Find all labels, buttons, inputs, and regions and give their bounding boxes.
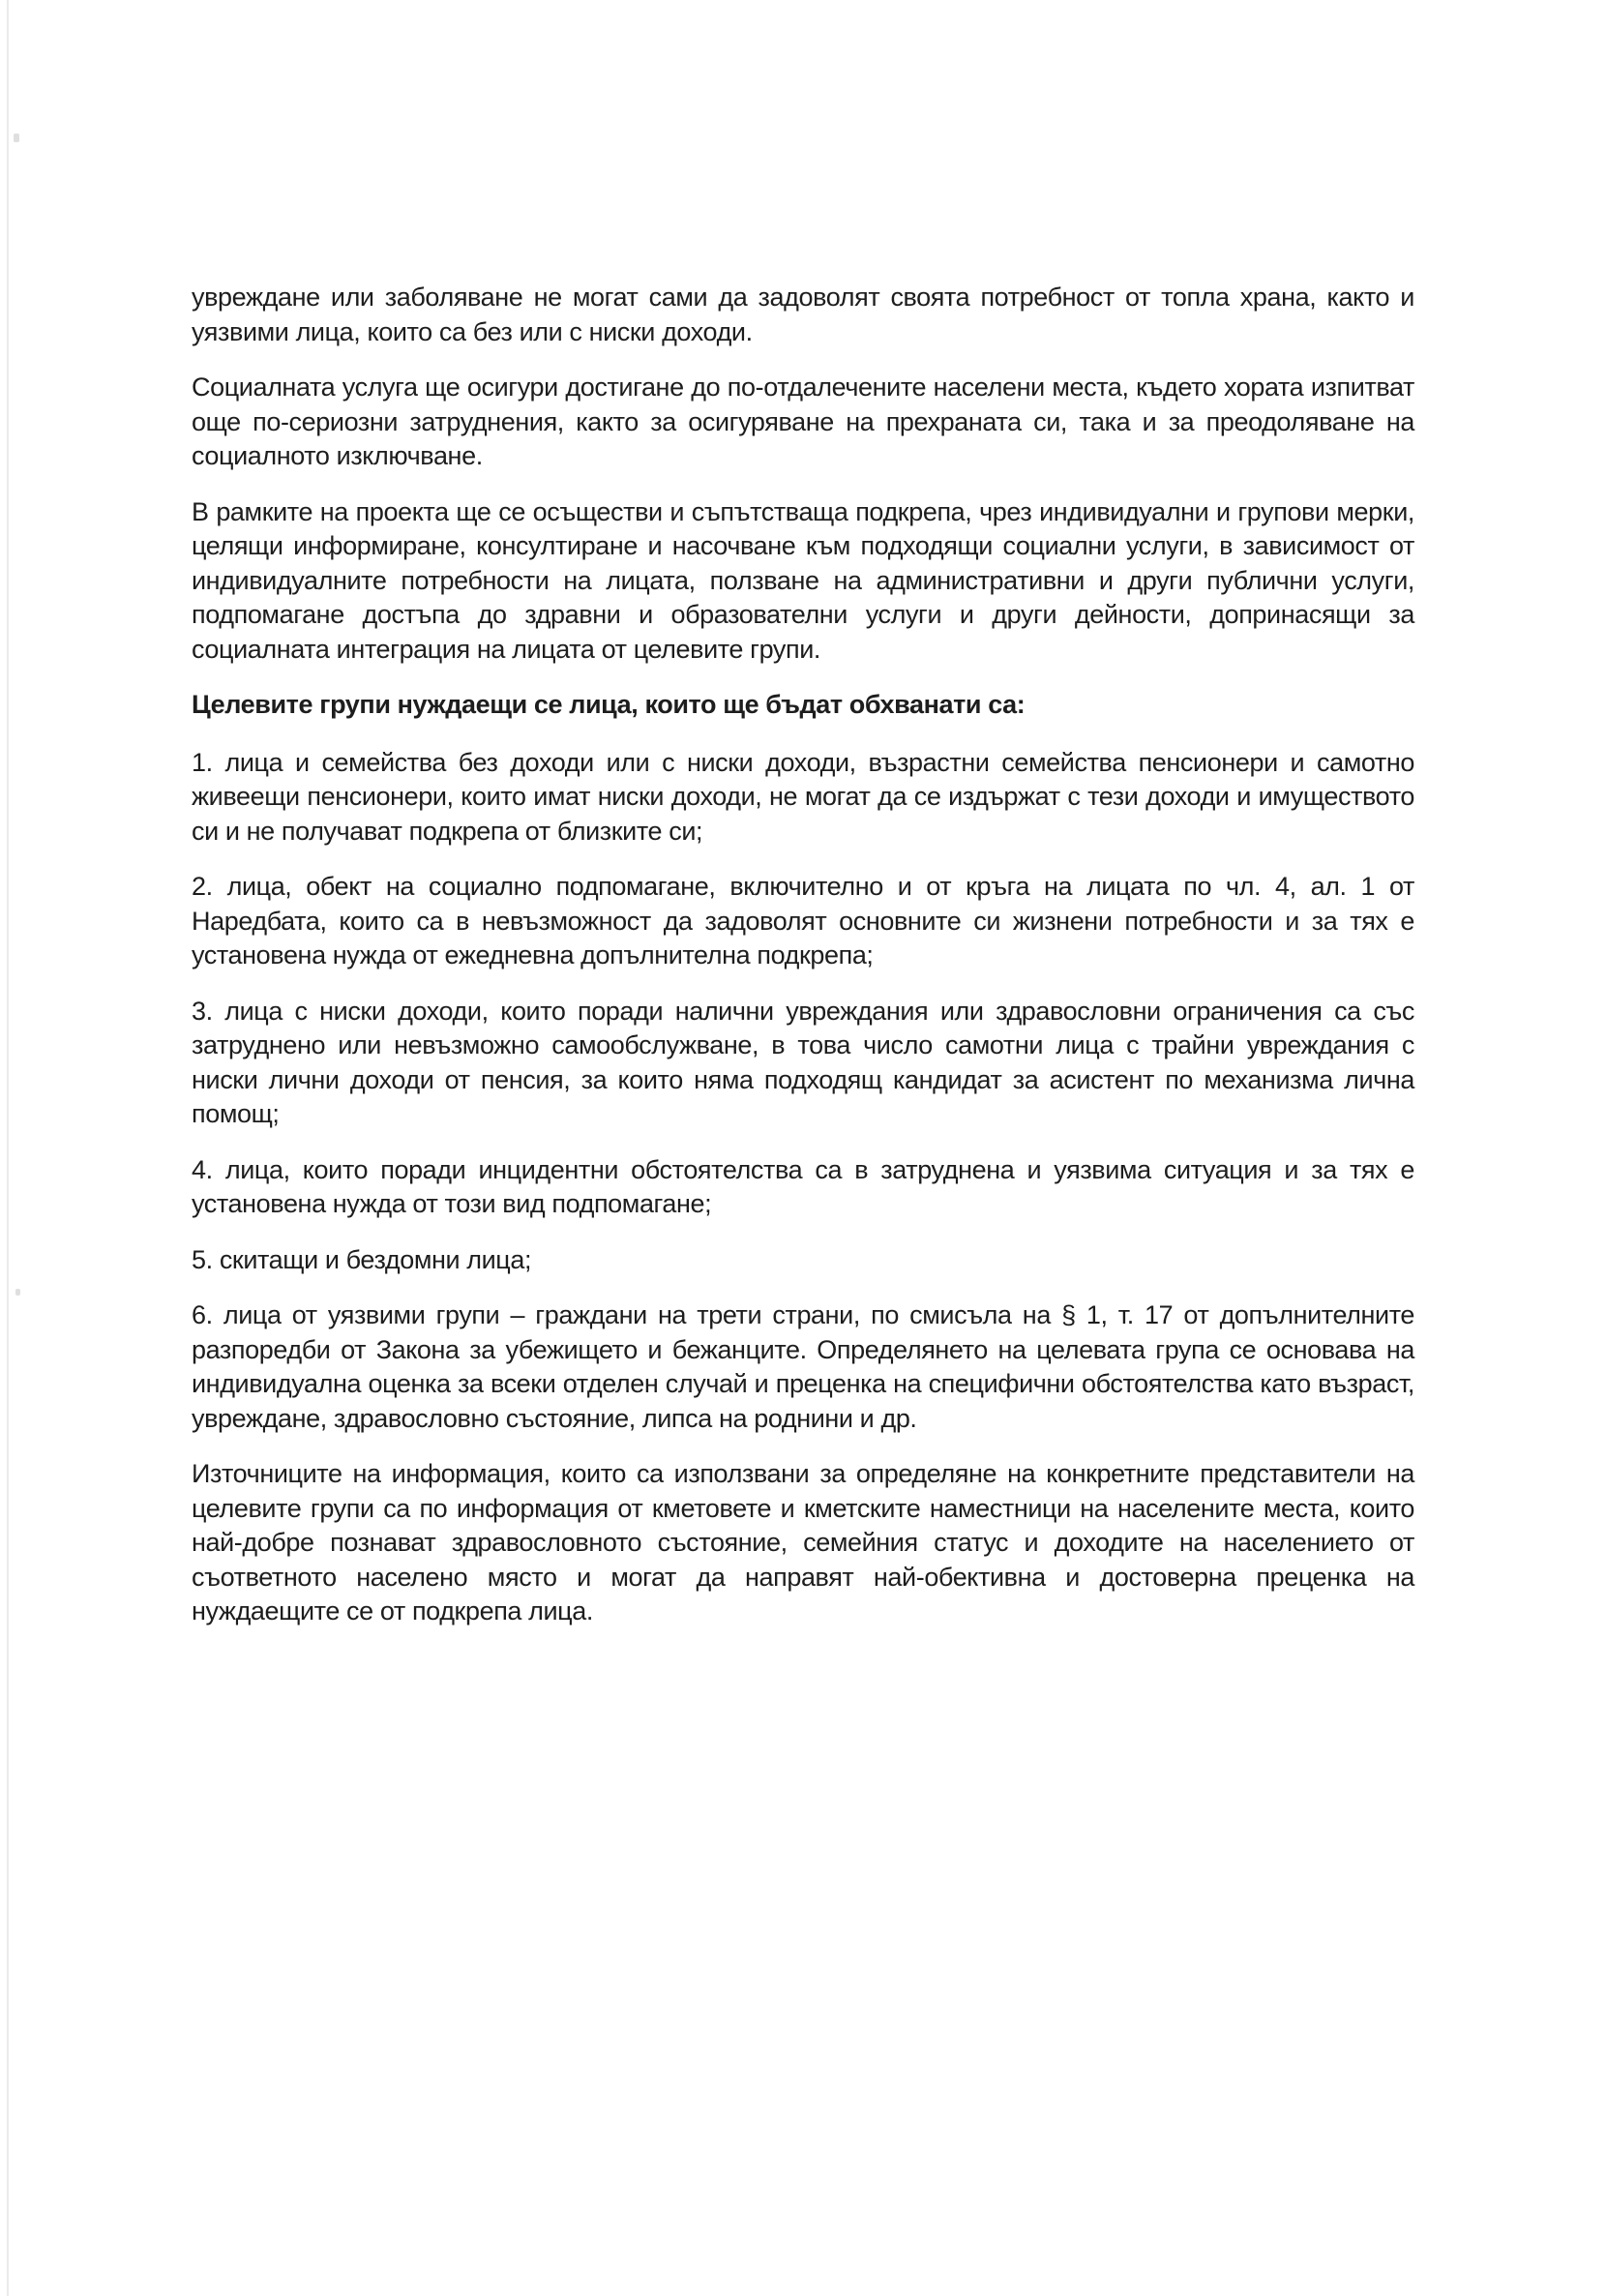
paragraph-intro-3: В рамките на проекта ще се осъществи и съпътстваща подкрепа, чрез индивидуални и групови мерки, целящи информиране, консултиране и насочване към подходящи социални услуги, в зависимост от индивидуалните потребности на лицата, ползване на административни и други публични услуги, подпомагане достъпа до здравни и образователни услуги и други дейности, допринасящи за социалната интеграция на лицата от целевите групи. (192, 496, 1414, 664)
target-group-item-3: 3. лица с ниски доходи, които поради налични увреждания или здравословни ограничения са със затруднено или невъзможно самообслужване, в това число самотни лица с трайни увреждания с ниски лични доходи от пенсия, за които няма подходящ кандидат за асистент по механизма лична помощ; (192, 996, 1414, 1128)
target-group-item-5: 5. скитащи и бездомни лица; (192, 1244, 532, 1274)
scan-speck-artifact (14, 134, 19, 142)
scan-edge-artifact (7, 0, 9, 2296)
closing-paragraph: Източниците на информация, които са използвани за определяне на конкретните представители на целевите групи са по информация от кметовете и кметските наместници на населените места, които най-добре познават здравословното състояние, семейния статус и доходите на населението от съответното населено място и могат да направят най-обективна и достоверна преценка на нуждаещите се от подкрепа лица. (192, 1459, 1414, 1625)
paragraph-intro-1: увреждане или заболяване не могат сами да задоволят своята потребност от топла храна, както и уязвими лица, които са без или с ниски доходи. (192, 283, 1414, 346)
document-body (192, 281, 1414, 1651)
target-group-item-2: 2. лица, обект на социално подпомагане, включително и от кръга на лицата по чл. 4, ал. 1 от Наредбата, които са в невъзможност да задоволят основните си жизнени потребности и за тях е установена нужда от ежедневна допълнителна подкрепа; (192, 872, 1414, 969)
paragraph-intro-2: Социалната услуга ще осигури достигане до по-отдалечените населени места, където хората изпитват още по-сериозни затруднения, както за осигуряване на прехраната си, така и за преодоляване на социалното изключване. (192, 373, 1414, 470)
target-groups-heading: Целевите групи нуждаещи се лица, които ще бъдат обхванати са: (192, 690, 1026, 719)
target-group-item-1: 1. лица и семейства без доходи или с ниски доходи, възрастни семейства пенсионери и самотно живеещи пенсионери, които имат ниски доходи, не могат да се издържат с тези доходи и имуществото си и не получават подкрепа от близките си; (192, 747, 1414, 846)
target-group-item-4: 4. лица, които поради инцидентни обстоятелства са в затруднена и уязвима ситуация и за тях е установена нужда от този вид подпомагане; (192, 1154, 1414, 1218)
scan-speck-artifact (15, 1289, 20, 1296)
target-group-item-6: 6. лица от уязвими групи – граждани на трети страни, по смисъла на § 1, т. 17 от допълнителните разпоредби от Закона за убежището и бежанците. Определянето на целевата група се основава на индивидуална оценка за всеки отделен случай и преценка на специфични обстоятелства като възраст, увреждане, здравословно състояние, липса на роднини и др. (192, 1300, 1414, 1433)
